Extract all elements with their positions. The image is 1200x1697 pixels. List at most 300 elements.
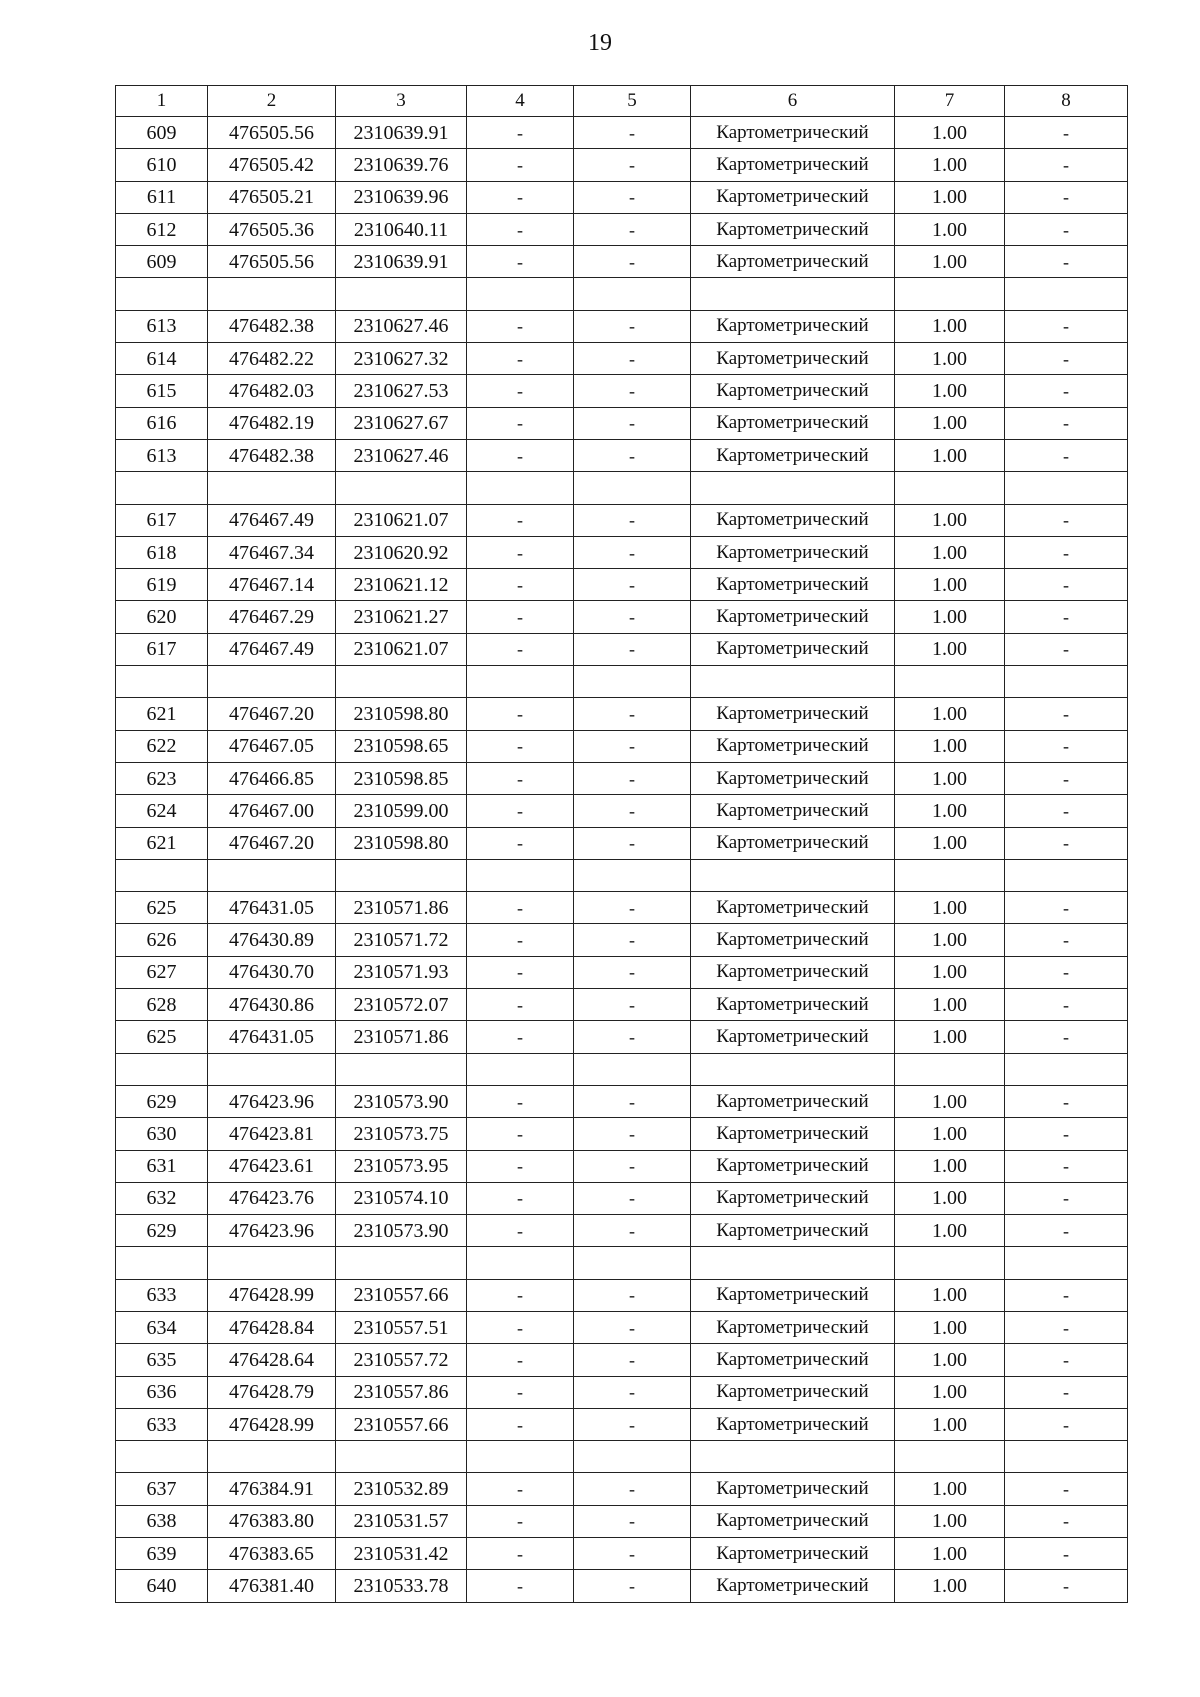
accuracy-cell: 1.00 — [895, 1215, 1005, 1247]
point-number-cell: 630 — [116, 1118, 208, 1150]
table-row — [116, 569, 1128, 601]
col-4-cell: - — [467, 795, 574, 827]
method-cell: Картометрический — [691, 407, 895, 439]
col-4-cell: - — [467, 1570, 574, 1602]
y-coordinate-cell: 2310639.96 — [336, 181, 467, 213]
col-8-cell: - — [1005, 795, 1128, 827]
accuracy-cell: 1.00 — [895, 407, 1005, 439]
y-coordinate-cell: 2310557.72 — [336, 1344, 467, 1376]
col-4-cell: - — [467, 989, 574, 1021]
accuracy-cell: 1.00 — [895, 633, 1005, 665]
x-coordinate-cell: 476505.42 — [208, 149, 336, 181]
point-number-cell: 614 — [116, 343, 208, 375]
y-coordinate-cell: 2310639.91 — [336, 246, 467, 278]
col-8-cell: - — [1005, 1021, 1128, 1053]
empty-cell — [467, 1053, 574, 1085]
col-8-cell: - — [1005, 1473, 1128, 1505]
table-row — [116, 181, 1128, 213]
empty-cell — [691, 859, 895, 891]
table-row-separator — [116, 859, 1128, 891]
y-coordinate-cell: 2310573.90 — [336, 1215, 467, 1247]
method-cell: Картометрический — [691, 1505, 895, 1537]
x-coordinate-cell: 476467.49 — [208, 633, 336, 665]
method-cell: Картометрический — [691, 1344, 895, 1376]
col-5-cell: - — [574, 1085, 691, 1117]
y-coordinate-cell: 2310557.51 — [336, 1311, 467, 1343]
point-number-cell: 637 — [116, 1473, 208, 1505]
method-cell: Картометрический — [691, 1279, 895, 1311]
method-cell: Картометрический — [691, 730, 895, 762]
col-4-cell: - — [467, 762, 574, 794]
empty-cell — [208, 472, 336, 504]
point-number-cell: 627 — [116, 956, 208, 988]
table-row — [116, 1118, 1128, 1150]
empty-cell — [336, 278, 467, 310]
col-5-cell: - — [574, 892, 691, 924]
empty-cell — [895, 1247, 1005, 1279]
col-8-cell: - — [1005, 569, 1128, 601]
table-row-separator — [116, 1053, 1128, 1085]
empty-cell — [467, 278, 574, 310]
col-5-cell: - — [574, 1215, 691, 1247]
col-5-cell: - — [574, 1344, 691, 1376]
empty-cell — [116, 1247, 208, 1279]
empty-cell — [895, 666, 1005, 698]
x-coordinate-cell: 476428.99 — [208, 1408, 336, 1440]
point-number-cell: 615 — [116, 375, 208, 407]
col-8-cell: - — [1005, 698, 1128, 730]
point-number-cell: 632 — [116, 1182, 208, 1214]
col-5-cell: - — [574, 569, 691, 601]
x-coordinate-cell: 476428.99 — [208, 1279, 336, 1311]
col-4-cell: - — [467, 1505, 574, 1537]
x-coordinate-cell: 476482.03 — [208, 375, 336, 407]
col-4-cell: - — [467, 1118, 574, 1150]
x-coordinate-cell: 476430.86 — [208, 989, 336, 1021]
col-4-cell: - — [467, 1182, 574, 1214]
col-4-cell: - — [467, 1376, 574, 1408]
empty-cell — [208, 1441, 336, 1473]
point-number-cell: 634 — [116, 1311, 208, 1343]
method-cell: Картометрический — [691, 1311, 895, 1343]
empty-cell — [574, 472, 691, 504]
col-4-cell: - — [467, 407, 574, 439]
y-coordinate-cell: 2310571.93 — [336, 956, 467, 988]
col-5-cell: - — [574, 601, 691, 633]
method-cell: Картометрический — [691, 1150, 895, 1182]
x-coordinate-cell: 476467.29 — [208, 601, 336, 633]
point-number-cell: 617 — [116, 504, 208, 536]
col-5-cell: - — [574, 1182, 691, 1214]
col-4-cell: - — [467, 730, 574, 762]
col-4-cell: - — [467, 924, 574, 956]
col-8-cell: - — [1005, 633, 1128, 665]
empty-cell — [208, 278, 336, 310]
col-5-cell: - — [574, 1570, 691, 1602]
page-number: 19 — [588, 30, 612, 56]
col-5-cell: - — [574, 117, 691, 149]
col-5-cell: - — [574, 795, 691, 827]
table-row — [116, 1182, 1128, 1214]
col-8-cell: - — [1005, 1311, 1128, 1343]
method-cell: Картометрический — [691, 246, 895, 278]
col-8-cell: - — [1005, 149, 1128, 181]
col-8-cell: - — [1005, 310, 1128, 342]
empty-cell — [1005, 859, 1128, 891]
col-4-cell: - — [467, 892, 574, 924]
y-coordinate-cell: 2310573.90 — [336, 1085, 467, 1117]
table-row — [116, 117, 1128, 149]
empty-cell — [208, 1053, 336, 1085]
table-header-row — [116, 86, 1128, 117]
accuracy-cell: 1.00 — [895, 1505, 1005, 1537]
empty-cell — [691, 1441, 895, 1473]
x-coordinate-cell: 476430.89 — [208, 924, 336, 956]
x-coordinate-cell: 476482.38 — [208, 439, 336, 471]
col-5-cell: - — [574, 407, 691, 439]
empty-cell — [467, 859, 574, 891]
col-4-cell: - — [467, 375, 574, 407]
method-cell: Картометрический — [691, 1408, 895, 1440]
empty-cell — [691, 1247, 895, 1279]
accuracy-cell: 1.00 — [895, 536, 1005, 568]
col-4-cell: - — [467, 698, 574, 730]
table-row — [116, 1505, 1128, 1537]
method-cell: Картометрический — [691, 633, 895, 665]
method-cell: Картометрический — [691, 569, 895, 601]
method-cell: Картометрический — [691, 213, 895, 245]
col-5-cell: - — [574, 730, 691, 762]
table-row — [116, 601, 1128, 633]
x-coordinate-cell: 476467.00 — [208, 795, 336, 827]
table-row — [116, 149, 1128, 181]
empty-cell — [895, 1441, 1005, 1473]
table-row — [116, 1538, 1128, 1570]
empty-cell — [116, 278, 208, 310]
table-row — [116, 924, 1128, 956]
x-coordinate-cell: 476467.34 — [208, 536, 336, 568]
accuracy-cell: 1.00 — [895, 924, 1005, 956]
col-5-cell: - — [574, 924, 691, 956]
accuracy-cell: 1.00 — [895, 1408, 1005, 1440]
col-4-cell: - — [467, 246, 574, 278]
accuracy-cell: 1.00 — [895, 1344, 1005, 1376]
method-cell: Картометрический — [691, 989, 895, 1021]
x-coordinate-cell: 476467.05 — [208, 730, 336, 762]
col-5-cell: - — [574, 1311, 691, 1343]
y-coordinate-cell: 2310574.10 — [336, 1182, 467, 1214]
col-8-cell: - — [1005, 439, 1128, 471]
table-row — [116, 892, 1128, 924]
table-row-separator — [116, 1247, 1128, 1279]
y-coordinate-cell: 2310571.86 — [336, 1021, 467, 1053]
table-row — [116, 762, 1128, 794]
method-cell: Картометрический — [691, 375, 895, 407]
column-header-4: 4 — [467, 86, 574, 117]
empty-cell — [336, 666, 467, 698]
col-4-cell: - — [467, 1344, 574, 1376]
col-8-cell: - — [1005, 246, 1128, 278]
accuracy-cell: 1.00 — [895, 762, 1005, 794]
accuracy-cell: 1.00 — [895, 730, 1005, 762]
method-cell: Картометрический — [691, 310, 895, 342]
col-4-cell: - — [467, 536, 574, 568]
y-coordinate-cell: 2310640.11 — [336, 213, 467, 245]
table-row — [116, 504, 1128, 536]
empty-cell — [691, 666, 895, 698]
coordinates-table — [115, 85, 1128, 1603]
method-cell: Картометрический — [691, 924, 895, 956]
y-coordinate-cell: 2310621.07 — [336, 633, 467, 665]
table-row — [116, 1085, 1128, 1117]
point-number-cell: 611 — [116, 181, 208, 213]
accuracy-cell: 1.00 — [895, 989, 1005, 1021]
col-5-cell: - — [574, 1538, 691, 1570]
column-header-5: 5 — [574, 86, 691, 117]
table-row — [116, 1344, 1128, 1376]
col-8-cell: - — [1005, 1538, 1128, 1570]
point-number-cell: 625 — [116, 1021, 208, 1053]
empty-cell — [116, 859, 208, 891]
col-5-cell: - — [574, 1376, 691, 1408]
y-coordinate-cell: 2310627.67 — [336, 407, 467, 439]
x-coordinate-cell: 476482.22 — [208, 343, 336, 375]
point-number-cell: 620 — [116, 601, 208, 633]
empty-cell — [1005, 1247, 1128, 1279]
col-4-cell: - — [467, 1408, 574, 1440]
col-8-cell: - — [1005, 1182, 1128, 1214]
empty-cell — [116, 1053, 208, 1085]
col-5-cell: - — [574, 181, 691, 213]
col-8-cell: - — [1005, 181, 1128, 213]
empty-cell — [208, 1247, 336, 1279]
x-coordinate-cell: 476431.05 — [208, 1021, 336, 1053]
empty-cell — [574, 1441, 691, 1473]
col-8-cell: - — [1005, 924, 1128, 956]
y-coordinate-cell: 2310621.27 — [336, 601, 467, 633]
accuracy-cell: 1.00 — [895, 795, 1005, 827]
col-5-cell: - — [574, 439, 691, 471]
accuracy-cell: 1.00 — [895, 1570, 1005, 1602]
col-5-cell: - — [574, 504, 691, 536]
col-8-cell: - — [1005, 1215, 1128, 1247]
y-coordinate-cell: 2310531.57 — [336, 1505, 467, 1537]
method-cell: Картометрический — [691, 1215, 895, 1247]
col-8-cell: - — [1005, 1344, 1128, 1376]
method-cell: Картометрический — [691, 956, 895, 988]
col-8-cell: - — [1005, 762, 1128, 794]
col-5-cell: - — [574, 310, 691, 342]
empty-cell — [467, 1247, 574, 1279]
method-cell: Картометрический — [691, 1473, 895, 1505]
point-number-cell: 636 — [116, 1376, 208, 1408]
empty-cell — [895, 859, 1005, 891]
table-row — [116, 407, 1128, 439]
accuracy-cell: 1.00 — [895, 698, 1005, 730]
y-coordinate-cell: 2310627.46 — [336, 310, 467, 342]
method-cell: Картометрический — [691, 601, 895, 633]
table-row — [116, 1376, 1128, 1408]
empty-cell — [467, 666, 574, 698]
col-8-cell: - — [1005, 1505, 1128, 1537]
point-number-cell: 619 — [116, 569, 208, 601]
column-header-6: 6 — [691, 86, 895, 117]
x-coordinate-cell: 476383.80 — [208, 1505, 336, 1537]
x-coordinate-cell: 476423.96 — [208, 1215, 336, 1247]
col-4-cell: - — [467, 1311, 574, 1343]
method-cell: Картометрический — [691, 1118, 895, 1150]
col-8-cell: - — [1005, 989, 1128, 1021]
col-4-cell: - — [467, 1538, 574, 1570]
col-4-cell: - — [467, 117, 574, 149]
point-number-cell: 626 — [116, 924, 208, 956]
col-4-cell: - — [467, 149, 574, 181]
method-cell: Картометрический — [691, 1021, 895, 1053]
column-header-7: 7 — [895, 86, 1005, 117]
col-8-cell: - — [1005, 1376, 1128, 1408]
accuracy-cell: 1.00 — [895, 956, 1005, 988]
accuracy-cell: 1.00 — [895, 1538, 1005, 1570]
y-coordinate-cell: 2310627.46 — [336, 439, 467, 471]
empty-cell — [1005, 666, 1128, 698]
col-4-cell: - — [467, 1021, 574, 1053]
x-coordinate-cell: 476430.70 — [208, 956, 336, 988]
x-coordinate-cell: 476384.91 — [208, 1473, 336, 1505]
y-coordinate-cell: 2310621.07 — [336, 504, 467, 536]
accuracy-cell: 1.00 — [895, 1118, 1005, 1150]
accuracy-cell: 1.00 — [895, 181, 1005, 213]
col-4-cell: - — [467, 310, 574, 342]
empty-cell — [208, 859, 336, 891]
table-row — [116, 310, 1128, 342]
col-8-cell: - — [1005, 601, 1128, 633]
x-coordinate-cell: 476467.14 — [208, 569, 336, 601]
table-row — [116, 375, 1128, 407]
point-number-cell: 609 — [116, 246, 208, 278]
table-row — [116, 795, 1128, 827]
point-number-cell: 631 — [116, 1150, 208, 1182]
col-5-cell: - — [574, 1473, 691, 1505]
accuracy-cell: 1.00 — [895, 601, 1005, 633]
accuracy-cell: 1.00 — [895, 1279, 1005, 1311]
col-8-cell: - — [1005, 117, 1128, 149]
col-5-cell: - — [574, 343, 691, 375]
accuracy-cell: 1.00 — [895, 1376, 1005, 1408]
point-number-cell: 610 — [116, 149, 208, 181]
col-5-cell: - — [574, 956, 691, 988]
method-cell: Картометрический — [691, 439, 895, 471]
point-number-cell: 613 — [116, 439, 208, 471]
y-coordinate-cell: 2310621.12 — [336, 569, 467, 601]
method-cell: Картометрический — [691, 892, 895, 924]
x-coordinate-cell: 476467.49 — [208, 504, 336, 536]
accuracy-cell: 1.00 — [895, 1150, 1005, 1182]
table-row-separator — [116, 472, 1128, 504]
method-cell: Картометрический — [691, 698, 895, 730]
y-coordinate-cell: 2310573.75 — [336, 1118, 467, 1150]
method-cell: Картометрический — [691, 1570, 895, 1602]
table-row — [116, 439, 1128, 471]
accuracy-cell: 1.00 — [895, 149, 1005, 181]
col-5-cell: - — [574, 1150, 691, 1182]
col-8-cell: - — [1005, 504, 1128, 536]
method-cell: Картометрический — [691, 181, 895, 213]
table-row — [116, 989, 1128, 1021]
empty-cell — [691, 1053, 895, 1085]
point-number-cell: 629 — [116, 1215, 208, 1247]
y-coordinate-cell: 2310571.86 — [336, 892, 467, 924]
point-number-cell: 633 — [116, 1408, 208, 1440]
y-coordinate-cell: 2310557.66 — [336, 1279, 467, 1311]
col-5-cell: - — [574, 1505, 691, 1537]
x-coordinate-cell: 476431.05 — [208, 892, 336, 924]
col-5-cell: - — [574, 1021, 691, 1053]
table-row — [116, 1279, 1128, 1311]
col-4-cell: - — [467, 601, 574, 633]
accuracy-cell: 1.00 — [895, 892, 1005, 924]
table-row — [116, 730, 1128, 762]
accuracy-cell: 1.00 — [895, 343, 1005, 375]
y-coordinate-cell: 2310531.42 — [336, 1538, 467, 1570]
col-5-cell: - — [574, 633, 691, 665]
x-coordinate-cell: 476505.21 — [208, 181, 336, 213]
point-number-cell: 616 — [116, 407, 208, 439]
empty-cell — [467, 1441, 574, 1473]
col-4-cell: - — [467, 343, 574, 375]
method-cell: Картометрический — [691, 1376, 895, 1408]
table-body — [116, 86, 1128, 1603]
col-8-cell: - — [1005, 536, 1128, 568]
col-8-cell: - — [1005, 956, 1128, 988]
x-coordinate-cell: 476466.85 — [208, 762, 336, 794]
table-row — [116, 1215, 1128, 1247]
empty-cell — [116, 472, 208, 504]
y-coordinate-cell: 2310620.92 — [336, 536, 467, 568]
y-coordinate-cell: 2310598.80 — [336, 827, 467, 859]
x-coordinate-cell: 476467.20 — [208, 698, 336, 730]
table-row — [116, 1311, 1128, 1343]
point-number-cell: 624 — [116, 795, 208, 827]
method-cell: Картометрический — [691, 117, 895, 149]
x-coordinate-cell: 476423.96 — [208, 1085, 336, 1117]
col-8-cell: - — [1005, 892, 1128, 924]
point-number-cell: 635 — [116, 1344, 208, 1376]
method-cell: Картометрический — [691, 149, 895, 181]
accuracy-cell: 1.00 — [895, 246, 1005, 278]
col-8-cell: - — [1005, 730, 1128, 762]
x-coordinate-cell: 476467.20 — [208, 827, 336, 859]
col-4-cell: - — [467, 213, 574, 245]
empty-cell — [1005, 472, 1128, 504]
empty-cell — [895, 278, 1005, 310]
table-row — [116, 1408, 1128, 1440]
y-coordinate-cell: 2310639.76 — [336, 149, 467, 181]
col-5-cell: - — [574, 698, 691, 730]
table-row — [116, 956, 1128, 988]
col-5-cell: - — [574, 1279, 691, 1311]
y-coordinate-cell: 2310599.00 — [336, 795, 467, 827]
empty-cell — [574, 859, 691, 891]
point-number-cell: 621 — [116, 827, 208, 859]
point-number-cell: 613 — [116, 310, 208, 342]
col-5-cell: - — [574, 213, 691, 245]
y-coordinate-cell: 2310639.91 — [336, 117, 467, 149]
point-number-cell: 621 — [116, 698, 208, 730]
col-8-cell: - — [1005, 1279, 1128, 1311]
y-coordinate-cell: 2310533.78 — [336, 1570, 467, 1602]
point-number-cell: 633 — [116, 1279, 208, 1311]
col-8-cell: - — [1005, 827, 1128, 859]
